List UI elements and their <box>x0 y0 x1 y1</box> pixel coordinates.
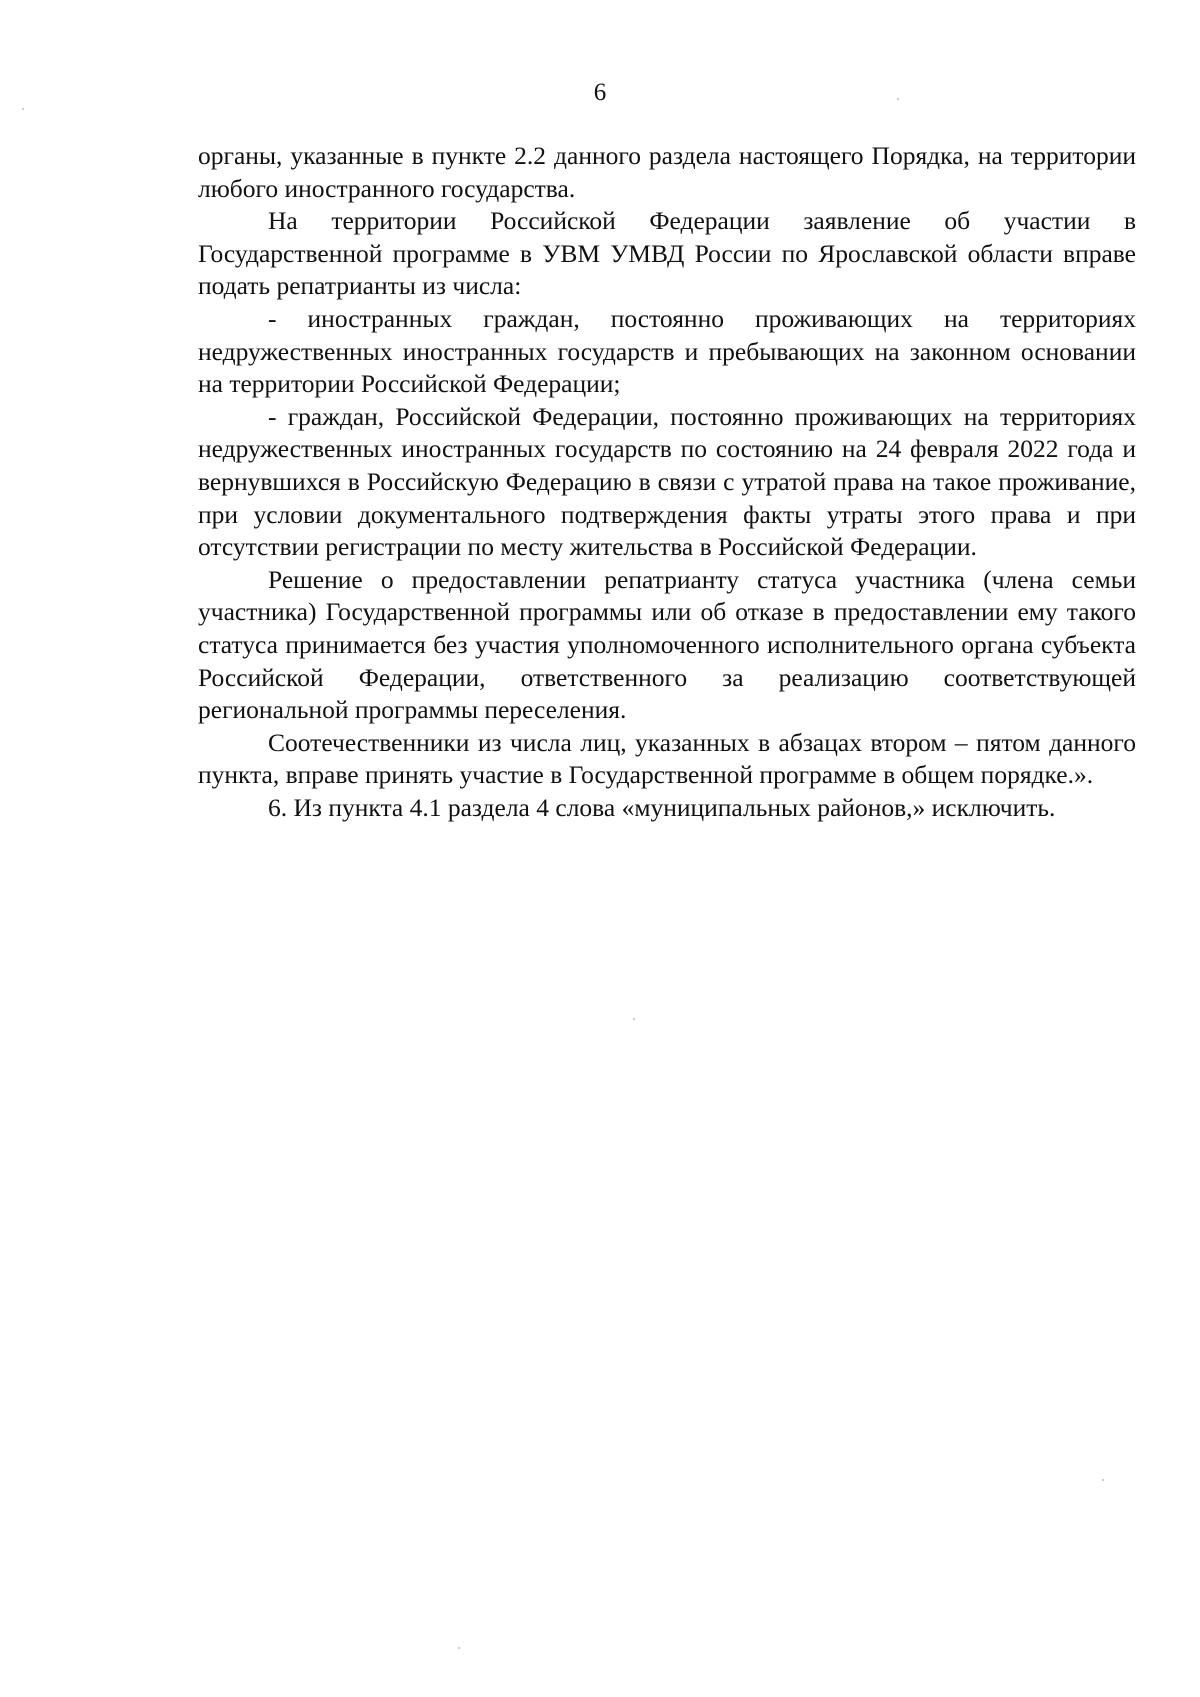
scan-speck <box>897 98 899 100</box>
paragraph-6: Соотечественники из числа лиц, указанных в абзацах втором – пятом данного пункта, вправе принять участие в Государственной программе в общем порядке.». <box>198 727 1136 790</box>
paragraph-4: - граждан, Российской Федерации, постоянно проживающих на территориях недружественных иностранных государств по состоянию на 24 февраля 2022 года и вернувшихся в Российскую Федерацию в связи с утратой права на такое проживание, при условии документального подтверждения факты утраты этого права и при отсутствии регистрации по месту жительства в Российской Федерации. <box>198 401 1136 562</box>
scan-speck <box>1102 1479 1104 1481</box>
document-body <box>198 140 1136 824</box>
paragraph-3: - иностранных граждан, постоянно проживающих на территориях недружественных иностранных государств и пребывающих на законном основании на территории Российской Федерации; <box>198 303 1136 399</box>
scan-speck <box>458 1647 460 1649</box>
paragraph-2: На территории Российской Федерации заявление об участии в Государственной программе в УВМ УМВД России по Ярославской области вправе подать репатрианты из числа: <box>198 206 1136 301</box>
paragraph-5: Решение о предоставлении репатрианту статуса участника (члена семьи участника) Государственной программы или об отказе в предоставлении ему такого статуса принимается без участия уполномоченного исполнительного органа субъекта Российской Федерации, ответственного за реализацию соответствующей региональной программы переселения. <box>198 564 1136 725</box>
paragraph-7: 6. Из пункта 4.1 раздела 4 слова «муниципальных районов,» исключить. <box>268 792 1056 822</box>
page-number: 6 <box>593 79 607 106</box>
scan-speck <box>633 1018 635 1020</box>
scan-speck <box>22 108 24 110</box>
paragraph-1: органы, указанные в пункте 2.2 данного раздела настоящего Порядка, на территории любого иностранного государства. <box>198 141 1136 203</box>
